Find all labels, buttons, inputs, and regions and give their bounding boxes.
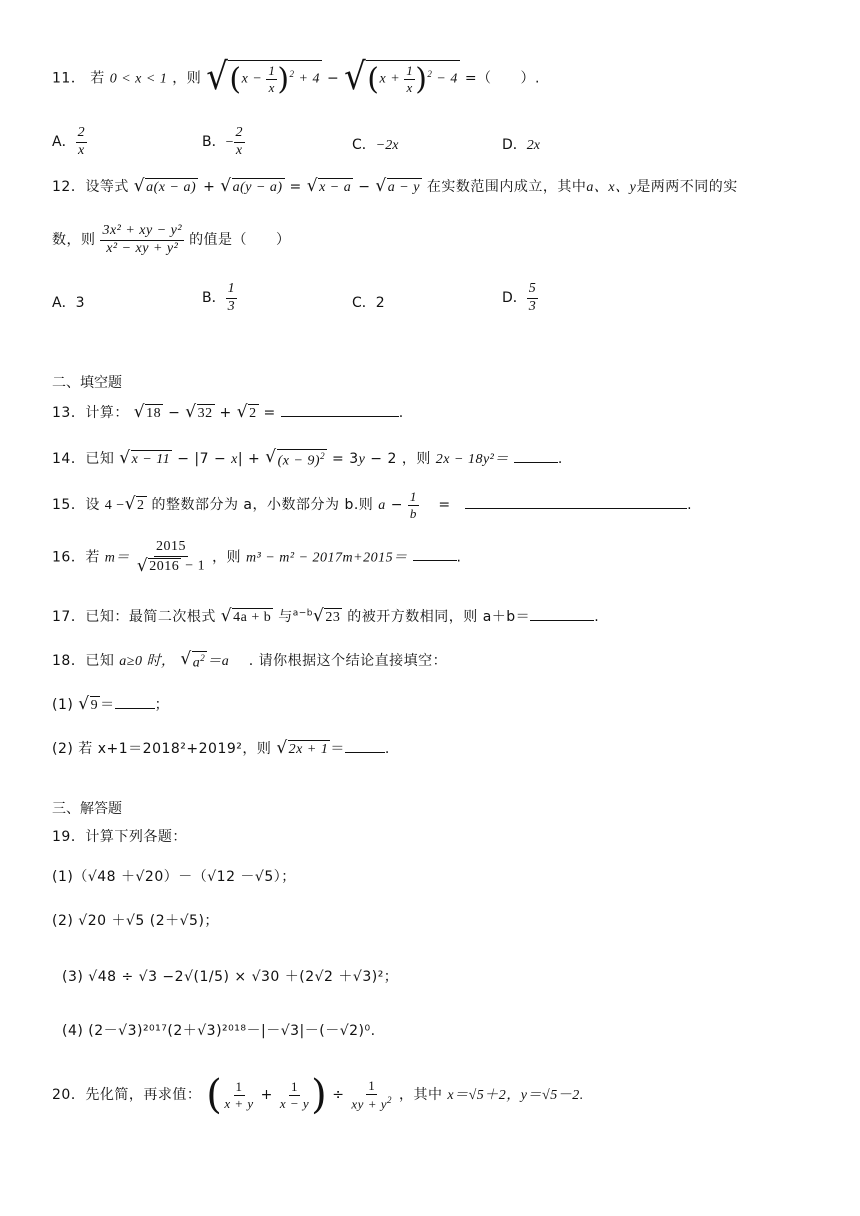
question-18-part-1: (1) √ 9 ＝ ； <box>52 694 170 714</box>
question-20: 20．先化简，再求值： ( $\frac{1}{x + y}$ + $\frac{1}{x - y}$ ) ÷ $\frac{1}{xy + y^2}$ ，其中 x＝√5＋2，y＝√5－2. <box>52 1072 584 1118</box>
q11-radical-2: √ (x + $\frac{1}{x}$ )$^2$ − 4 <box>344 54 458 99</box>
question-15: 15．设 4 − √ 2 的整数部分为 a，小数部分为 b.则 a − $\frac{1}{b}$ = . <box>52 489 693 521</box>
q16-answer-blank[interactable] <box>413 546 457 561</box>
section-solve-title: 三、解答题 <box>52 801 122 817</box>
q12-option-a: A．3 <box>52 295 85 311</box>
q14-answer-blank[interactable] <box>514 448 558 463</box>
section-fill-blank-title: 二、填空题 <box>52 375 122 391</box>
q11-text-b: ，则 <box>172 70 202 87</box>
question-16: 16．若 m＝ 2015 √ 2016 − 1 ，则 m³ − m² − 2017m+2015＝ . <box>52 539 462 576</box>
q11-number: 11． <box>52 70 86 87</box>
q11-radical-1: √ (x − $\frac{1}{x}$ )$^2$ + 4 <box>206 54 320 99</box>
q13-answer-blank[interactable] <box>281 402 399 417</box>
question-18-part-2: (2) 若 x+1＝2018²+2019²，则 √ 2x + 1 ＝ . <box>52 738 390 758</box>
q11-tail: =（ ）. <box>464 70 540 87</box>
question-18: 18．已知 a≥0 时， √ $a^2$ ＝a . 请你根据这个结论直接填空： <box>52 648 448 671</box>
q18-1-answer-blank[interactable] <box>115 694 155 709</box>
question-19: 19．计算下列各题： <box>52 829 187 845</box>
question-12-line2: 数，则 $\frac{\text{3x² + xy − y²}}{\text{x² − xy + y²}}$ 的值是（ ） <box>52 223 291 256</box>
question-13: 13．计算： √ 18 − √ 32 + √ 2 = . <box>52 402 404 422</box>
q17-answer-blank[interactable] <box>530 606 594 621</box>
question-11: 11． 若 0 < x < 1 ，则 √ (x − $\frac{1}{x}$ )$^2$ + 4 − √ (x + $\frac{1}{x}$ )$^2$ − 4 =（ ）. <box>52 54 540 99</box>
question-14: 14．已知 √ x − 11 − |7 − x| + √ $(x - 9)^2$ = 3y − 2 ，则 2x − 18y²＝ . <box>52 446 563 469</box>
q15-answer-blank[interactable] <box>465 494 687 509</box>
q12-frac-num: 3x² + xy − y² <box>100 224 184 241</box>
q11-option-d: D．2x <box>502 137 540 153</box>
q12-option-c: C．2 <box>352 295 385 311</box>
question-12: 12．设等式 √ a(x − a) + √ a(y − a) = √ x − a − √ a − y 在实数范围内成立，其中a、x、y是两两不同的实 <box>52 176 738 196</box>
q19-part-1: (1)（√48 ＋√20）－（√12 －√5）； <box>52 869 296 885</box>
q12-option-d: D． $\frac{5}{3}$ <box>502 281 536 314</box>
q19-part-2: (2) √20 ＋√5 (2＋√5)； <box>52 913 219 929</box>
q12-frac-den: x² − xy + y² <box>106 240 179 256</box>
q18-2-answer-blank[interactable] <box>345 738 385 753</box>
question-17: 17．已知：最简二次根式 √ 4a + b 与$^{a-b}$ √ 23 的被开方数相同，则 a＋b＝ . <box>52 606 600 626</box>
q11-text: 若 <box>90 70 105 87</box>
q11-option-b: B．− $\frac{2}{x}$ <box>202 125 243 158</box>
q11-option-a: A． $\frac{2}{x}$ <box>52 125 85 158</box>
q11-condition: 0 < x < 1 <box>109 71 168 87</box>
q11-option-c: C．−2x <box>352 137 399 153</box>
q19-part-4: (4) (2－√3)²⁰¹⁷(2＋√3)²⁰¹⁸－|－√3|－(－√2)⁰. <box>62 1023 376 1039</box>
q12-option-b: B． $\frac{1}{3}$ <box>202 281 235 314</box>
q19-part-3: (3) √48 ÷ √3 −2√(1/5) × √30 ＋(2√2 ＋√3)²； <box>62 969 399 985</box>
